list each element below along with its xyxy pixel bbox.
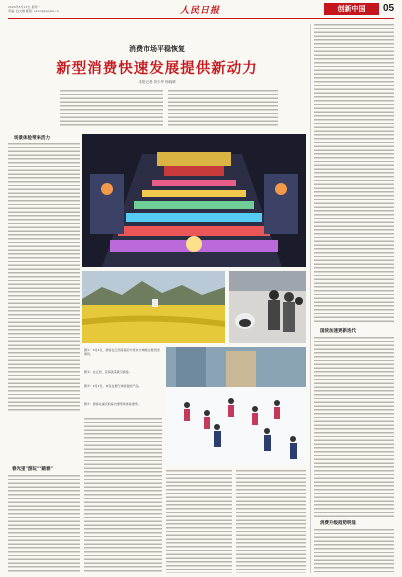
photo-flower-field (82, 271, 225, 343)
caption-3: 图③：5月2日，市民在展厅体验智能产品。 (84, 384, 142, 388)
body-text-left (8, 143, 80, 413)
subhead-left-top: 场景体验带来活力 (14, 136, 50, 141)
body-text-mid-1 (84, 418, 162, 573)
body-text-left-bottom (8, 475, 80, 573)
subhead-right-bottom: 消费升级趋势明显 (320, 521, 356, 526)
subhead-right-mid: 国货加速更新迭代 (320, 329, 356, 334)
body-text-right-top (314, 24, 394, 324)
column-divider (310, 24, 311, 573)
issue-date: 2024年5月13日 星期一 (8, 5, 41, 9)
article-kicker: 消费市场平稳恢复 (129, 45, 185, 53)
newspaper-logo: 人民日报 (180, 6, 221, 16)
body-text-right-mid (314, 337, 394, 517)
caption-1: 图①：5月4日，游客在江西南昌的方特东方神画主题乐园游玩。 (84, 348, 160, 356)
subhead-left-bottom: 春光里"游玩""踏春" (12, 467, 53, 472)
masthead (8, 3, 394, 17)
header-rule (8, 18, 394, 19)
article-headline: 新型消费快速发展提供新动力 (56, 60, 258, 77)
caption-4: 图④：游客在重庆的室内滑雪场体验滑雪。 (84, 402, 141, 406)
editor-line: 责编: 赵文楠 邮箱: xxxx@people.cn (8, 9, 59, 13)
photo-theme-park (82, 134, 306, 267)
body-text-mid-2 (166, 470, 232, 573)
intro-text-col-1 (60, 90, 163, 128)
body-text-right-bottom (314, 529, 394, 573)
photo-exhibition-crowd (229, 271, 306, 343)
caption-2: 图②：在江西，花海美景吸引游客。 (84, 370, 132, 374)
page-number: 05 (383, 3, 395, 14)
body-text-mid-3 (236, 470, 306, 573)
section-label: 创新中国 (324, 3, 379, 15)
intro-text-col-2 (168, 90, 278, 128)
article-byline: 本报记者 刘少华 杨晓晴 (138, 80, 176, 84)
photo-indoor-ski (166, 347, 306, 465)
